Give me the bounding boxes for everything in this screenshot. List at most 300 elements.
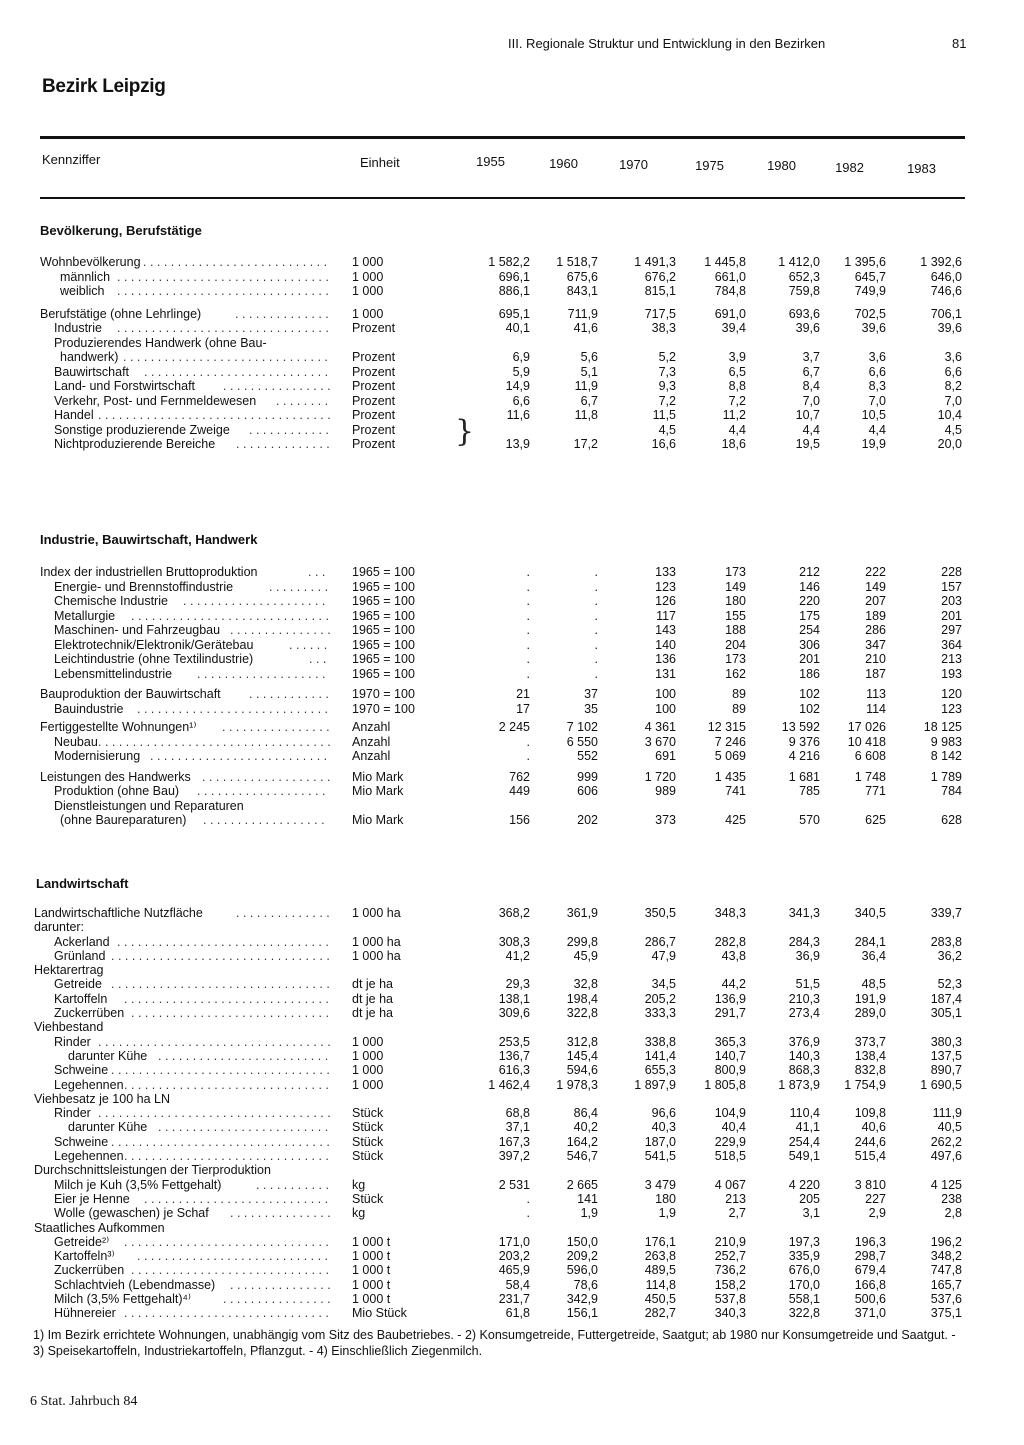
cell-value: 6,5 [728, 365, 746, 379]
cell-value: 136,7 [498, 1049, 530, 1063]
cell-value: 196,3 [854, 1235, 886, 1249]
cell-value: 541,5 [644, 1149, 676, 1163]
row-unit: Stück [352, 1106, 384, 1120]
row-unit: 1 000 [352, 1035, 384, 1049]
cell-value: 202 [577, 813, 598, 827]
cell-value: 36,4 [861, 949, 886, 963]
cell-value: 2,7 [728, 1206, 746, 1220]
row-unit: 1965 = 100 [352, 623, 415, 637]
row-unit: Prozent [352, 423, 396, 437]
row-unit: 1 000 [352, 1063, 384, 1077]
cell-value: 341,3 [788, 906, 820, 920]
cell-value: 13 592 [781, 720, 820, 734]
row-unit: kg [352, 1178, 366, 1192]
cell-value: 207 [865, 594, 886, 608]
table-row [0, 638, 1024, 652]
table-row [0, 1035, 1024, 1049]
row-unit: 1965 = 100 [352, 565, 415, 579]
cell-value: 114 [866, 702, 886, 716]
cell-value: 7,2 [658, 394, 676, 408]
cell-value: 173 [725, 652, 746, 666]
cell-value: 397,2 [498, 1149, 530, 1163]
cell-value: 628 [941, 813, 962, 827]
table-row [0, 580, 1024, 594]
table-row [0, 920, 1024, 934]
cell-value: 306 [799, 638, 820, 652]
row-unit: 1 000 ha [352, 949, 401, 963]
cell-value: 1 518,7 [556, 255, 598, 269]
leader-dots: . . . . . . . . . . . . . . . . . . . . . . . . . . . . . . . . [111, 1063, 330, 1077]
cell-value: 706,1 [930, 307, 962, 321]
table-row [0, 1078, 1024, 1092]
cell-value: 126 [655, 594, 676, 608]
cell-value: 675,6 [566, 270, 598, 284]
table-row [0, 1178, 1024, 1192]
cell-value: 1 805,8 [704, 1078, 746, 1092]
cell-value: 18 125 [923, 720, 962, 734]
table-row [0, 365, 1024, 379]
leader-dots: . . . . . . . . . . . . . . . . . . . . . . . . . . . [143, 255, 328, 269]
table-row [0, 735, 1024, 749]
cell-value: 186 [799, 667, 820, 681]
cell-value: . [594, 638, 598, 652]
row-label: (ohne Baureparaturen) [60, 813, 187, 827]
cell-value: 123 [941, 702, 962, 716]
row-unit: Mio Mark [352, 770, 404, 784]
cell-value: 373 [655, 813, 676, 827]
cell-value: 17,2 [573, 437, 598, 451]
cell-value: 286,7 [644, 935, 676, 949]
cell-value: 110,4 [789, 1106, 820, 1120]
cell-value: 165,7 [930, 1278, 962, 1292]
cell-value: 2 665 [566, 1178, 598, 1192]
row-unit: Prozent [352, 379, 396, 393]
row-label: Chemische Industrie [54, 594, 168, 608]
leader-dots: . . . . . . . . . . . . . . . . [222, 720, 330, 734]
cell-value: 832,8 [854, 1063, 886, 1077]
row-label: weiblich [60, 284, 105, 298]
leader-dots: . . . . . . . . . . . . [249, 423, 329, 437]
table-row [0, 687, 1024, 701]
cell-value: 191,9 [854, 992, 886, 1006]
cell-value: 350,5 [644, 906, 676, 920]
cell-value: 1 720 [644, 770, 676, 784]
cell-value: . [594, 667, 598, 681]
cell-value: 695,1 [498, 307, 530, 321]
cell-value: 364 [941, 638, 962, 652]
top-rule [40, 136, 965, 139]
cell-value: 340,3 [714, 1306, 746, 1320]
column-header-year: 1975 [695, 158, 724, 173]
cell-value: 5 069 [714, 749, 746, 763]
cell-value: 1 435 [714, 770, 746, 784]
cell-value: 171,0 [498, 1235, 530, 1249]
cell-value: 347 [865, 638, 886, 652]
cell-value: 762 [509, 770, 530, 784]
cell-value: 193 [941, 667, 962, 681]
cell-value: 2,8 [944, 1206, 962, 1220]
cell-value: 309,6 [498, 1006, 530, 1020]
cell-value: 58,4 [505, 1278, 530, 1292]
cell-value: . [526, 652, 530, 666]
cell-value: 717,5 [644, 307, 676, 321]
cell-value: 48,5 [861, 977, 886, 991]
cell-value: . [526, 667, 530, 681]
cell-value: 500,6 [854, 1292, 886, 1306]
cell-value: 150,0 [566, 1235, 598, 1249]
cell-value: 335,9 [788, 1249, 820, 1263]
cell-value: . [594, 623, 598, 637]
cell-value: 140,3 [788, 1049, 820, 1063]
leader-dots: . . . . . . . . . . . . . . . . . . . . . . . . . . . . . [131, 1006, 329, 1020]
row-unit: 1 000 t [352, 1292, 391, 1306]
cell-value: 333,3 [644, 1006, 676, 1020]
table-row [0, 1249, 1024, 1263]
cell-value: 100 [655, 702, 676, 716]
table-row [0, 321, 1024, 335]
row-label: Rinder [54, 1035, 91, 1049]
cell-value: 40,2 [573, 1120, 598, 1134]
cell-value: 44,2 [721, 977, 746, 991]
cell-value: 61,8 [505, 1306, 530, 1320]
cell-value: 282,7 [644, 1306, 676, 1320]
cell-value: 20,0 [937, 437, 962, 451]
footnotes: 1) Im Bezirk errichtete Wohnungen, unabhängig vom Sitz des Baubetriebes. - 2) Konsumgetreide, Futtergetreide, Saatgut; ab 1980 nur Konsumgetreide und Saatgut. - 3) Speisekartoffeln, Industriekartoffeln, Pflanzgut. - 4) Einschließlich Ziegenmilch. [33, 1328, 956, 1358]
cell-value: 131 [655, 667, 676, 681]
cell-value: 34,5 [651, 977, 676, 991]
row-unit: 1 000 ha [352, 935, 401, 949]
cell-value: 19,5 [795, 437, 820, 451]
row-label: Hektarertrag [34, 963, 104, 977]
row-label: Durchschnittsleistungen der Tierproduktion [34, 1163, 271, 1177]
cell-value: 8,3 [868, 379, 886, 393]
cell-value: 176,1 [644, 1235, 676, 1249]
cell-value: 989 [655, 784, 676, 798]
leader-dots: . . . . . . . . . . . . . . . . . . . . . . . . . . . . . [131, 1263, 329, 1277]
cell-value: 785 [799, 784, 820, 798]
cell-value: 1 445,8 [704, 255, 746, 269]
cell-value: 10,5 [861, 408, 886, 422]
cell-value: 146 [799, 580, 820, 594]
row-label: Viehbestand [34, 1020, 104, 1034]
cell-value: 167,3 [498, 1135, 530, 1149]
cell-value: . [594, 565, 598, 579]
row-unit: Anzahl [352, 749, 391, 763]
table-row [0, 1235, 1024, 1249]
cell-value: 1 491,3 [634, 255, 676, 269]
leader-dots: . . . . . . . . . . . . . . . . . . . . . . . . . . . . . . . . . . [98, 408, 331, 422]
cell-value: 749,9 [854, 284, 886, 298]
cell-value: 145,4 [566, 1049, 598, 1063]
leader-dots: . . . . . . . . . . . . . . . . . . . . . . . . . . . . . . . . [111, 1135, 330, 1149]
row-unit: dt je ha [352, 992, 394, 1006]
cell-value: 361,9 [566, 906, 598, 920]
cell-value: 655,3 [644, 1063, 676, 1077]
cell-value: 299,8 [566, 935, 598, 949]
row-label: Milch (3,5% Fettgehalt)⁴⁾ [54, 1292, 191, 1306]
row-label: Staatliches Aufkommen [34, 1221, 165, 1235]
table-row [0, 963, 1024, 977]
cell-value: 104,9 [714, 1106, 746, 1120]
leader-dots: . . . . . . . . . . . . . . [235, 307, 329, 321]
cell-value: 289,0 [854, 1006, 886, 1020]
leader-dots: . . . . . . . . . . . . . . . . . . . . . . . . . . . . . . . [117, 935, 329, 949]
chapter-heading: III. Regionale Struktur und Entwicklung in den Bezirken [508, 36, 826, 51]
cell-value: . [526, 580, 530, 594]
cell-value: 4 216 [788, 749, 820, 763]
cell-value: 189 [865, 609, 886, 623]
cell-value: 322,8 [566, 1006, 598, 1020]
cell-value: 552 [577, 749, 598, 763]
leader-dots: . . . . . . [289, 638, 328, 652]
cell-value: 489,5 [644, 1263, 676, 1277]
cell-value: 37 [584, 687, 598, 701]
row-label: Handel [54, 408, 94, 422]
section-title: Bevölkerung, Berufstätige [40, 223, 202, 238]
row-label: Nichtproduzierende Bereiche [54, 437, 216, 451]
cell-value: 6,6 [512, 394, 530, 408]
cell-value: 201 [941, 609, 962, 623]
cell-value: 373,7 [854, 1035, 886, 1049]
cell-value: 625 [865, 813, 886, 827]
leader-dots: . . . . . . . . . . . . . . . . . . . . . . . . . . . . . . . [117, 284, 329, 298]
row-label: Ackerland [54, 935, 110, 949]
leader-dots: . . . . . . . . . . . . . . . . . . . [197, 784, 326, 798]
row-unit: Anzahl [352, 720, 391, 734]
cell-value: 497,6 [930, 1149, 962, 1163]
cell-value: 771 [865, 784, 886, 798]
cell-value: 4,4 [802, 423, 820, 437]
leader-dots: . . . . . . . . . . . . . . [236, 906, 330, 920]
cell-value: 9 983 [930, 735, 962, 749]
cell-value: 86,4 [573, 1106, 598, 1120]
cell-value: 6 608 [854, 749, 886, 763]
table-row [0, 667, 1024, 681]
table-row [0, 720, 1024, 734]
column-header-year: 1970 [619, 157, 648, 172]
cell-value: 156 [509, 813, 530, 827]
row-unit: Prozent [352, 365, 396, 379]
leader-dots: . . . [309, 652, 327, 666]
cell-value: 78,6 [573, 1278, 598, 1292]
cell-value: 465,9 [498, 1263, 530, 1277]
row-label: Berufstätige (ohne Lehrlinge) [40, 307, 202, 321]
leader-dots: . . . . . . . . . . . . . . [236, 437, 330, 451]
row-label: darunter Kühe [68, 1120, 148, 1134]
row-label: Maschinen- und Fahrzeugbau [54, 623, 221, 637]
row-label: darunter: [34, 920, 85, 934]
table-row [0, 949, 1024, 963]
cell-value: 312,8 [566, 1035, 598, 1049]
cell-value: 137,5 [930, 1049, 962, 1063]
cell-value: . [594, 652, 598, 666]
table-row [0, 1292, 1024, 1306]
cell-value: 39,6 [795, 321, 820, 335]
row-label: Modernisierung [54, 749, 141, 763]
row-label: Produktion (ohne Bau) [54, 784, 180, 798]
table-row [0, 270, 1024, 284]
row-label: Dienstleistungen und Reparaturen [54, 799, 244, 813]
cell-value: 9,3 [658, 379, 676, 393]
cell-value: 282,8 [714, 935, 746, 949]
page-number: 81 [952, 36, 967, 51]
leader-dots: . . . . . . . . . . . . . . . [230, 1278, 331, 1292]
cell-value: . [526, 623, 530, 637]
cell-value: 570 [799, 813, 820, 827]
cell-value: 18,6 [721, 437, 746, 451]
leader-dots: . . . . . . . . . . . . . . . . . . . . . . . . . [158, 1049, 329, 1063]
cell-value: 696,1 [498, 270, 530, 284]
table-row [0, 379, 1024, 393]
cell-value: 3 479 [644, 1178, 676, 1192]
leader-dots: . . . . . . . . . . . . . . . . . . . . . . . . . . . [144, 1192, 329, 1206]
table-row [0, 1135, 1024, 1149]
table-row [0, 1163, 1024, 1177]
leader-dots: . . . . . . . . . . . . . . . . . . . [202, 770, 331, 784]
cell-value: 117 [656, 609, 676, 623]
column-header-year: 1982 [835, 160, 864, 175]
cell-value: 158,2 [714, 1278, 746, 1292]
cell-value: 537,6 [930, 1292, 962, 1306]
cell-value: 425 [725, 813, 746, 827]
cell-value: 210,9 [714, 1235, 746, 1249]
row-unit: 1 000 [352, 1078, 384, 1092]
cell-value: . [526, 1192, 530, 1206]
cell-value: 784 [941, 784, 962, 798]
cell-value: 2 531 [498, 1178, 530, 1192]
row-label: Schweine [54, 1063, 109, 1077]
cell-value: 198,4 [566, 992, 598, 1006]
cell-value: 205 [799, 1192, 820, 1206]
cell-value: 759,8 [788, 284, 820, 298]
cell-value: . [526, 609, 530, 623]
row-unit: 1 000 t [352, 1263, 391, 1277]
leader-dots: . . . . . . . . . . . . . . . . . . . . . . . . . . . . . . . . . . [98, 735, 331, 749]
cell-value: 537,8 [714, 1292, 746, 1306]
row-label: Getreide²⁾ [54, 1235, 110, 1249]
cell-value: 322,8 [788, 1306, 820, 1320]
cell-value: 205,2 [644, 992, 676, 1006]
table-row [0, 1206, 1024, 1220]
cell-value: 1 897,9 [634, 1078, 676, 1092]
leader-dots: . . . . . . . . . . . . . . . . . . . . . . . . . . . . . . . [117, 321, 329, 335]
cell-value: 645,7 [854, 270, 886, 284]
cell-value: 213 [725, 1192, 746, 1206]
cell-value: 40,4 [721, 1120, 746, 1134]
row-unit: Anzahl [352, 735, 391, 749]
cell-value: 515,4 [854, 1149, 886, 1163]
cell-value: 141 [577, 1192, 598, 1206]
cell-value: 263,8 [644, 1249, 676, 1263]
cell-value: 1 978,3 [556, 1078, 598, 1092]
table-row [0, 394, 1024, 408]
cell-value: 676,2 [644, 270, 676, 284]
row-unit: dt je ha [352, 977, 394, 991]
cell-value: 7,0 [868, 394, 886, 408]
cell-value: 21 [516, 687, 530, 701]
table-row [0, 255, 1024, 269]
cell-value: 17 026 [847, 720, 886, 734]
cell-value: 203 [941, 594, 962, 608]
row-label: Sonstige produzierende Zweige [54, 423, 230, 437]
cell-value: 13,9 [505, 437, 530, 451]
table-row [0, 1278, 1024, 1292]
cell-value: 36,2 [937, 949, 962, 963]
table-row [0, 702, 1024, 716]
cell-value: 197,3 [788, 1235, 820, 1249]
row-unit: 1 000 [352, 284, 384, 298]
cell-value: 747,8 [930, 1263, 962, 1277]
cell-value: 29,3 [505, 977, 530, 991]
cell-value: 187 [865, 667, 886, 681]
row-unit: Stück [352, 1135, 384, 1149]
table-row [0, 437, 1024, 451]
row-unit: Prozent [352, 437, 396, 451]
cell-value: 594,6 [566, 1063, 598, 1077]
cell-value: 286 [865, 623, 886, 637]
row-label: Bauwirtschaft [54, 365, 130, 379]
cell-value: 308,3 [498, 935, 530, 949]
table-row [0, 284, 1024, 298]
cell-value: 187,0 [644, 1135, 676, 1149]
table-row [0, 307, 1024, 321]
cell-value: 143 [655, 623, 676, 637]
leader-dots: . . . . . . . . . . . . . . . . . . . . . . . . . . . . [137, 702, 329, 716]
cell-value: 7 102 [566, 720, 598, 734]
cell-value: 231,7 [498, 1292, 530, 1306]
column-header-kennziffer: Kennziffer [42, 152, 101, 167]
cell-value: 111,9 [932, 1106, 962, 1120]
row-label: Rinder [54, 1106, 91, 1120]
page-title: Bezirk Leipzig [42, 76, 166, 97]
table-row [0, 336, 1024, 350]
row-label: Viehbesatz je 100 ha LN [34, 1092, 170, 1106]
cell-value: 203,2 [498, 1249, 530, 1263]
cell-value: 1 392,6 [920, 255, 962, 269]
cell-value: 652,3 [788, 270, 820, 284]
cell-value: 646,0 [930, 270, 962, 284]
cell-value: 746,6 [930, 284, 962, 298]
column-header-year: 1983 [907, 161, 936, 176]
cell-value: 17 [516, 702, 530, 716]
row-label: Landwirtschaftliche Nutzfläche [34, 906, 203, 920]
row-unit: dt je ha [352, 1006, 394, 1020]
table-row [0, 1149, 1024, 1163]
row-unit: Prozent [352, 394, 396, 408]
row-label: Produzierendes Handwerk (ohne Bau- [54, 336, 267, 350]
leader-dots: . . . . . . . . . . . . . . . . [223, 379, 331, 393]
row-label: Eier je Henne [54, 1192, 130, 1206]
cell-value: 89 [732, 687, 746, 701]
cell-value: 175 [799, 609, 820, 623]
cell-value: 36,9 [795, 949, 820, 963]
cell-value: 41,2 [505, 949, 530, 963]
cell-value: 283,8 [930, 935, 962, 949]
cell-value: 843,1 [566, 284, 598, 298]
cell-value: 800,9 [714, 1063, 746, 1077]
table-row [0, 1063, 1024, 1077]
leader-dots: . . . . . . . . . . . . . . . . . . . . . . . . . . . . . . [124, 1306, 329, 1320]
leader-dots: . . . . . . . . [276, 394, 329, 408]
row-label: Verkehr, Post- und Fernmeldewesen [54, 394, 257, 408]
cell-value: 1 395,6 [844, 255, 886, 269]
cell-value: 136,9 [714, 992, 746, 1006]
cell-value: 8,2 [944, 379, 962, 393]
column-header-year: 1980 [767, 158, 796, 173]
row-unit: Stück [352, 1120, 384, 1134]
cell-value: 138,1 [498, 992, 530, 1006]
leader-dots: . . . . . . . . . . . . . . . . . . . . . [183, 594, 326, 608]
